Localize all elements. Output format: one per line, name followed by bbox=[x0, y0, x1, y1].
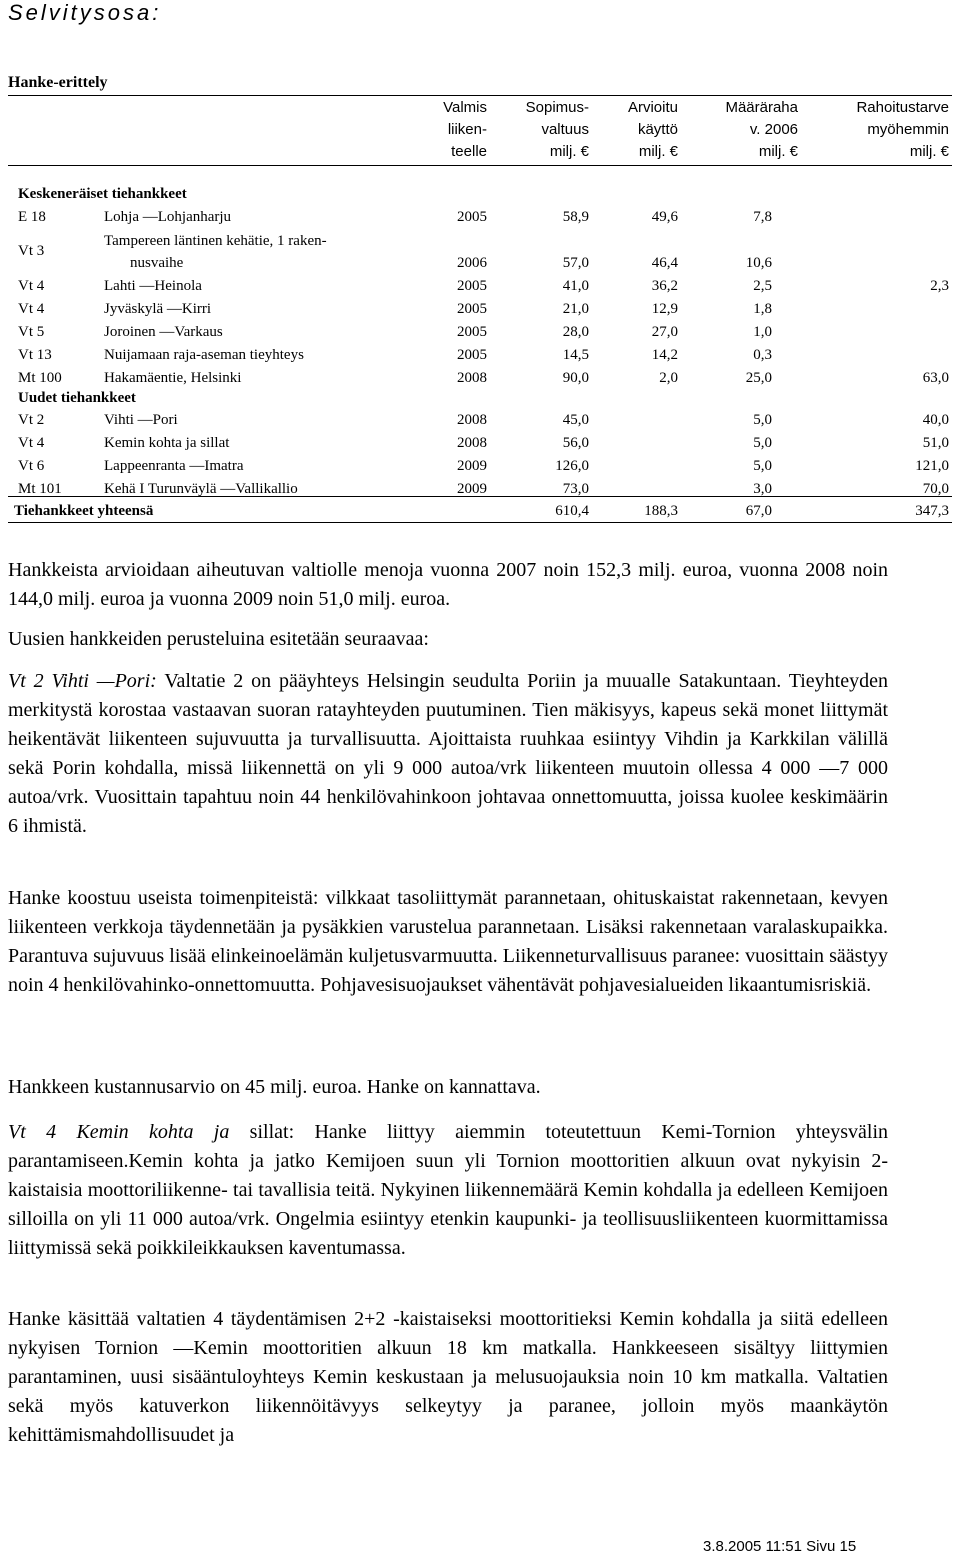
row-sopimusvaltuus: 90,0 bbox=[562, 370, 589, 386]
header-maararaha: Määräraha v. 2006 milj. € bbox=[725, 99, 798, 160]
row-rahoitustarve: 70,0 bbox=[922, 481, 949, 497]
row-code: Vt 4 bbox=[18, 278, 45, 294]
row-rahoitustarve: 40,0 bbox=[922, 412, 949, 428]
total-top-rule bbox=[8, 496, 952, 497]
total-maararaha: 67,0 bbox=[745, 503, 772, 519]
header-sopimusvaltuus: Sopimus- valtuus milj. € bbox=[525, 99, 589, 160]
row-arvioitu: 2,0 bbox=[659, 370, 678, 386]
row-maararaha: 0,3 bbox=[753, 347, 772, 363]
row-sopimusvaltuus: 21,0 bbox=[562, 301, 589, 317]
row-maararaha: 5,0 bbox=[753, 458, 772, 474]
row-year: 2008 bbox=[457, 370, 487, 386]
table-top-rule bbox=[8, 95, 952, 96]
row-sopimusvaltuus: 57,0 bbox=[562, 255, 589, 271]
paragraph-vt4-body: sillat: Hanke liittyy aiemmin toteutettuun Kemi-Tornion yhteysvälin parantamiseen.Kemin kohta ja jatko Kemijoen suun yli Tornion moottoritien alkuun ovat nykyisin 2-kaistaisia moottoriliikenne- tai tavallisia teitä. Nykyinen liikennemäärä Kemin kohdalla ja edelleen Kemijoen silloilla on yli 11 000 autoa/vrk. Ongelmia esiintyy etenkin kaupunki- ja teollisuusliikenteen kuormittamissa liittymissä sekä poikkileikkauksen kaventumassa. bbox=[8, 1121, 888, 1259]
row-code: Vt 4 bbox=[18, 301, 45, 317]
row-code: Vt 6 bbox=[18, 458, 45, 474]
row-sopimusvaltuus: 28,0 bbox=[562, 324, 589, 340]
row-name: Lohja —Lohjanharju bbox=[104, 209, 232, 225]
table-row bbox=[0, 209, 960, 231]
row-year: 2008 bbox=[457, 412, 487, 428]
row-maararaha: 25,0 bbox=[745, 370, 772, 386]
paragraph-intro: Uusien hankkeiden perusteluina esitetään seuraavaa: bbox=[8, 628, 429, 650]
paragraph-vt2-lead: Vt 2 Vihti —Pori: bbox=[8, 670, 157, 692]
row-year: 2005 bbox=[457, 209, 487, 225]
row-year: 2005 bbox=[457, 324, 487, 340]
row-maararaha: 10,6 bbox=[745, 255, 772, 271]
row-maararaha: 3,0 bbox=[753, 481, 772, 497]
row-code: Vt 13 bbox=[18, 347, 52, 363]
table-row bbox=[0, 435, 960, 457]
row-sopimusvaltuus: 73,0 bbox=[562, 481, 589, 497]
row-name: Jyväskylä —Kirri bbox=[104, 301, 212, 317]
paragraph-vt2-body: Valtatie 2 on pääyhteys Helsingin seudulta Poriin ja muualle Satakuntaan. Tieyhteyden merkitystä korostaa vastaavan suoran ratayhteyden puutuminen. Tien mäkisyys, kapeus sekä monet liittymät heikentävät liikenteen sujuvuutta ja turvallisuutta. Ajoittaista ruuhkaa esiintyy Vihdin ja Karkkilan välillä sekä Porin kohdalla, missä liikennettä on yli 9 000 autoa/vrk liikenteen muutoin ollessa 4 000 —7 000 autoa/vrk. Vuosittain tapahtuu noin 44 henkilövahinkoon johtavaa onnettomuutta, joissa kuolee keskimäärin 6 ihmistä. bbox=[8, 670, 888, 837]
row-name: Hakamäentie, Helsinki bbox=[104, 370, 242, 386]
row-code: E 18 bbox=[18, 209, 46, 225]
row-sopimusvaltuus: 56,0 bbox=[562, 435, 589, 451]
table-row bbox=[0, 347, 960, 369]
row-code: Vt 2 bbox=[18, 412, 45, 428]
row-year: 2005 bbox=[457, 347, 487, 363]
paragraph-measures: Hanke koostuu useista toimenpiteistä: vilkkaat tasoliittymät parannetaan, ohituskaistat rakennetaan, kevyen liikenteen verkkoja täydennetään ja pysäkkien varustelua parannetaan. Lisäksi rakennetaan varalaskupaikka. Parantuva sujuvuus lisää elinkeinoelämän kuljetusvarmuutta. Liikenneturvallisuus paranee: vuosittain säästyy noin 4 henkilövahinko-onnettomuutta. Pohjavesisuojaukset vähentävät pohjavesialueiden likaantumisriskiä. bbox=[8, 887, 888, 996]
total-rahoitustarve: 347,3 bbox=[915, 503, 949, 519]
row-year: 2008 bbox=[457, 435, 487, 451]
row-name: Nuijamaan raja-aseman tieyhteys bbox=[104, 347, 304, 363]
row-maararaha: 5,0 bbox=[753, 412, 772, 428]
table-row bbox=[0, 412, 960, 434]
table-row bbox=[0, 458, 960, 480]
table-row bbox=[0, 233, 960, 277]
row-arvioitu: 14,2 bbox=[651, 347, 678, 363]
total-arvioitu: 188,3 bbox=[644, 503, 678, 519]
row-code: Mt 100 bbox=[18, 370, 62, 386]
paragraph-cost-estimate: Hankkeen kustannusarvio on 45 milj. euroa. Hanke on kannattava. bbox=[8, 1076, 541, 1098]
row-name: Vihti —Pori bbox=[104, 412, 178, 428]
group-label-ongoing: Keskeneräiset tiehankkeet bbox=[18, 186, 187, 202]
row-year: 2009 bbox=[457, 481, 487, 497]
row-maararaha: 2,5 bbox=[753, 278, 772, 294]
row-code: Vt 5 bbox=[18, 324, 45, 340]
paragraph-vt4 bbox=[8, 1118, 888, 1263]
row-rahoitustarve: 51,0 bbox=[922, 435, 949, 451]
group-label-new: Uudet tiehankkeet bbox=[18, 390, 136, 406]
row-name: Joroinen —Varkaus bbox=[104, 324, 223, 340]
table-row bbox=[0, 278, 960, 300]
table-bottom-rule bbox=[8, 522, 952, 523]
row-year: 2009 bbox=[457, 458, 487, 474]
table-row bbox=[0, 324, 960, 346]
row-arvioitu: 46,4 bbox=[651, 255, 678, 271]
table-row bbox=[0, 370, 960, 392]
total-label: Tiehankkeet yhteensä bbox=[14, 503, 154, 519]
row-maararaha: 7,8 bbox=[753, 209, 772, 225]
row-name: Kehä I Turunväylä —Vallikallio bbox=[104, 481, 298, 497]
total-sopimusvaltuus: 610,4 bbox=[555, 503, 589, 519]
paragraph-vt4-lead: Vt 4 Kemin kohta ja bbox=[8, 1121, 230, 1143]
table-row bbox=[0, 301, 960, 323]
row-arvioitu: 12,9 bbox=[651, 301, 678, 317]
row-name: Lahti —Heinola bbox=[104, 278, 202, 294]
row-code: Vt 3 bbox=[18, 243, 45, 259]
header-arvioitu-kaytto: Arvioitu käyttö milj. € bbox=[627, 99, 678, 160]
row-year: 2005 bbox=[457, 301, 487, 317]
row-rahoitustarve: 121,0 bbox=[915, 458, 949, 474]
paragraph-vt2 bbox=[8, 667, 888, 841]
row-rahoitustarve: 63,0 bbox=[922, 370, 949, 386]
row-arvioitu: 36,2 bbox=[651, 278, 678, 294]
row-rahoitustarve: 2,3 bbox=[930, 278, 949, 294]
row-maararaha: 1,8 bbox=[753, 301, 772, 317]
row-sopimusvaltuus: 126,0 bbox=[555, 458, 589, 474]
row-year: 2005 bbox=[457, 278, 487, 294]
row-sopimusvaltuus: 41,0 bbox=[562, 278, 589, 294]
row-name-continued: nusvaihe bbox=[130, 255, 184, 271]
table-title: Hanke-erittely bbox=[8, 74, 108, 91]
row-sopimusvaltuus: 58,9 bbox=[562, 209, 589, 225]
row-name: Lappeenranta —Imatra bbox=[104, 458, 244, 474]
table-row bbox=[0, 481, 960, 503]
paragraph-costs: Hankkeista arvioidaan aiheutuvan valtiolle menoja vuonna 2007 noin 152,3 milj. euroa, vuonna 2008 noin 144,0 milj. euroa ja vuonna 2009 noin 51,0 milj. euroa. bbox=[8, 559, 888, 610]
row-name: Kemin kohta ja sillat bbox=[104, 435, 230, 451]
row-arvioitu: 27,0 bbox=[651, 324, 678, 340]
row-maararaha: 1,0 bbox=[753, 324, 772, 340]
row-name: Tampereen läntinen kehätie, 1 raken- bbox=[104, 233, 327, 249]
row-code: Mt 101 bbox=[18, 481, 62, 497]
header-rahoitustarve: Rahoitustarve myöhemmin milj. € bbox=[856, 99, 949, 160]
row-code: Vt 4 bbox=[18, 435, 45, 451]
header-bottom-rule bbox=[8, 165, 952, 166]
row-year: 2006 bbox=[457, 255, 487, 271]
row-sopimusvaltuus: 45,0 bbox=[562, 412, 589, 428]
row-arvioitu: 49,6 bbox=[651, 209, 678, 225]
row-sopimusvaltuus: 14,5 bbox=[562, 347, 589, 363]
row-maararaha: 5,0 bbox=[753, 435, 772, 451]
header-valmis: Valmis liiken- teelle bbox=[443, 99, 487, 160]
section-heading: Selvitysosa: bbox=[8, 0, 162, 25]
page-footer: 3.8.2005 11:51 Sivu 15 bbox=[703, 1538, 857, 1555]
paragraph-vt4-scope: Hanke käsittää valtatien 4 täydentämisen 2+2 -kaistaiseksi moottoritieksi Kemin kohdalla ja siitä edelleen nykyisen Tornion —Kemin moottoritien alkuun 18 km matkalla. Hankkeeseen sisältyy liittymien parantaminen, uusi sisääntuloyhteys Kemin keskustaan ja melusuojauksia noin 10 km matkalla. Valtatien sekä myös katuverkon liikennöitävyys selkeytyy ja paranee, jolloin myös maankäytön kehittämismahdollisuudet ja bbox=[8, 1308, 888, 1446]
